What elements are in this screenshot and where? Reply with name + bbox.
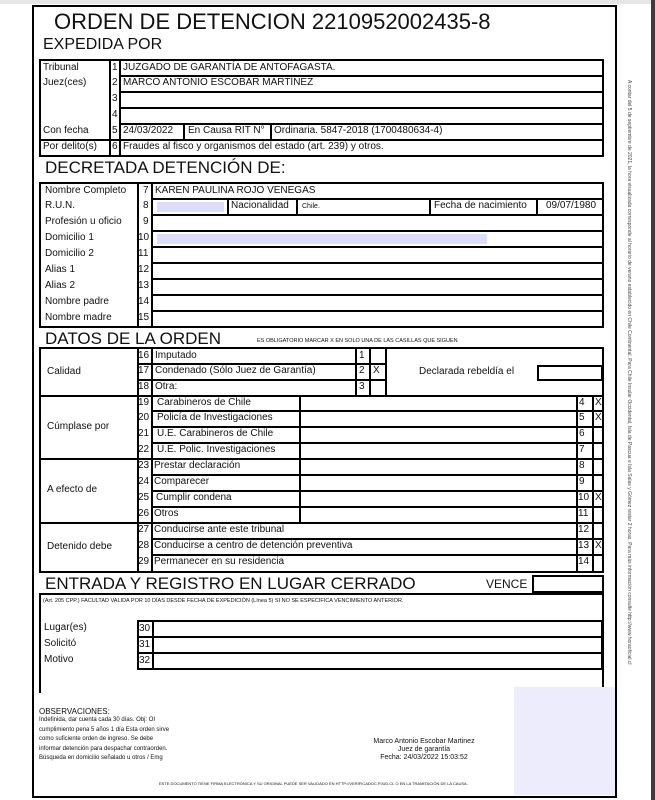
- box-number: 4: [579, 397, 585, 408]
- solicito-label: Solicitó: [44, 638, 77, 649]
- line-number: 8: [143, 200, 149, 211]
- viewer-top-edge: [0, 0, 655, 4]
- document-page: [32, 5, 617, 798]
- box-number: 14: [578, 556, 590, 567]
- line-number: 17: [138, 365, 150, 376]
- line-number: 13: [138, 280, 150, 291]
- checkbox-mark[interactable]: X: [595, 492, 602, 503]
- fecha-nacimiento-label: Fecha de nacimiento: [434, 200, 527, 211]
- line-number: 1: [112, 62, 118, 73]
- madre-label: Nombre madre: [45, 312, 112, 323]
- option-label: Conducirse a centro de detención preventiva: [154, 540, 353, 551]
- line-number: 26: [138, 508, 150, 519]
- signer-role: Juez de garantía: [397, 746, 451, 753]
- rebeldia-label: Declarada rebeldía el: [419, 366, 515, 377]
- motivo-label: Motivo: [44, 654, 74, 665]
- fecha-nacimiento-value: 09/07/1980: [546, 200, 597, 211]
- option-label: Prestar declaración: [154, 460, 241, 471]
- option-label: Imputado: [155, 350, 197, 361]
- run-label: R.U.N.: [45, 200, 75, 211]
- obs-line: Búsqueda en domicilio señalado u otros / Emg: [39, 755, 163, 761]
- cumplase-label: Cúmplase por: [47, 421, 110, 432]
- motivo-field[interactable]: [137, 652, 603, 670]
- detenido-label: Detenido debe: [47, 541, 113, 552]
- section-entrada-heading: ENTRADA Y REGISTRO EN LUGAR CERRADO: [45, 574, 416, 593]
- delito-value: Fraudes al fisco y organismos del estado (art. 239) y otros.: [123, 141, 384, 152]
- option-label: Otros: [154, 508, 179, 519]
- jueces-label: Juez(ces): [43, 77, 87, 88]
- box-number: 8: [579, 460, 585, 471]
- option-label: Condenado (Sólo Juez de Garantía): [155, 365, 316, 376]
- obs-line: como suficiente orden de ingreso. Se debe: [39, 736, 154, 742]
- section-decretada-heading: DECRETADA DETENCIÓN DE:: [45, 158, 286, 177]
- padre-label: Nombre padre: [45, 296, 109, 307]
- entrada-table: [39, 593, 604, 693]
- tribunal-value: JUZGADO DE GARANTÍA DE ANTOFAGASTA.: [123, 62, 336, 73]
- section-datos-heading: DATOS DE LA ORDEN: [45, 329, 222, 348]
- option-label: Conducirse ante este tribunal: [154, 524, 285, 535]
- nombre-value: KAREN PAULINA ROJO VENEGAS: [155, 185, 316, 196]
- option-label: Otra:: [155, 381, 178, 392]
- box-number: 10: [578, 492, 590, 503]
- obs-line: informar detención para despachar contraorden.: [39, 745, 168, 752]
- qr-code-placeholder: [514, 687, 615, 795]
- checkbox-mark[interactable]: X: [373, 365, 380, 376]
- tribunal-label: Tribunal: [43, 62, 79, 73]
- line-number: 18: [138, 381, 150, 392]
- line-number: 23: [138, 460, 150, 471]
- box-number: 2: [359, 365, 365, 376]
- por-delito-label: Por delito(s): [43, 141, 97, 152]
- signer-name: Marco Antonio Escobar Martinez: [373, 738, 475, 745]
- box-number: 1: [359, 350, 365, 361]
- profesion-label: Profesión u oficio: [45, 216, 122, 227]
- domicilio-redacted: [157, 234, 487, 244]
- box-number: 9: [579, 476, 585, 487]
- vertical-note: [622, 80, 634, 720]
- line-number: 6: [112, 141, 118, 152]
- expedida-table: [39, 59, 604, 157]
- entrada-note: (Art. 205 CPP.) FACULTAD VALIDA POR 10 DÍAS DESDE FECHA DE EXPEDICIÓN (Línea 5) SI NO SE ESPECIFICA VENCIMIENTO ANTERIOR.: [43, 598, 404, 604]
- datos-note: ES OBLIGATORIO MARCAR X EN SOLO UNA DE LAS CASILLAS QUE SIGUEN: [257, 338, 458, 344]
- vertical-note-text: A contar del 5 de septiembre de 2021, la hora visualizada corresponde al horario de verano establecido en Chile Continental. Para Chile Insular Occidental, Isla de Pascua e Isla Salas y Gómez restar 2 horas. Para más información consulte http://www.horaoficial.cl: [626, 80, 632, 665]
- line-number: 20: [138, 412, 150, 423]
- juez-value: MARCO ANTONIO ESCOBAR MARTÍNEZ: [123, 77, 314, 88]
- option-label: Comparecer: [154, 476, 210, 487]
- line-number: 2: [112, 77, 118, 88]
- calidad-label: Calidad: [47, 366, 81, 377]
- footer-note: ESTE DOCUMENTO TIENE FIRMA ELECTRÓNICA Y SU ORIGINAL PUEDE SER VALIDADO EN HTTP://VERIFICADOC.PJUD.CL O EN LA TRAMITACIÓN DE LA CAUSA.: [159, 781, 468, 786]
- option-label: Cumplir condena: [156, 492, 232, 503]
- line-number: 14: [138, 296, 150, 307]
- checkbox-mark[interactable]: X: [595, 540, 602, 551]
- line-number: 4: [112, 109, 118, 120]
- obs-line: cumplimiento pena 5 años 1 día Esta orden sirve: [39, 726, 170, 733]
- obs-line: Indefinida, dar cuenta cada 30 días. Obj: OI: [39, 717, 156, 723]
- box-number: 3: [359, 381, 365, 392]
- box-number: 7: [579, 444, 585, 455]
- line-number: 21: [138, 428, 150, 439]
- causa-value: Ordinaria. 5847-2018 (1700480634-4): [274, 125, 443, 136]
- line-number: 25: [138, 492, 150, 503]
- checkbox-mark[interactable]: X: [595, 397, 602, 408]
- option-label: Permanecer en su residencia: [154, 556, 285, 567]
- line-number: 31: [139, 639, 151, 650]
- line-number: 22: [138, 444, 150, 455]
- line-number: 9: [143, 216, 149, 227]
- line-number: 32: [139, 655, 151, 666]
- alias1-label: Alias 1: [45, 264, 76, 275]
- nacionalidad-label: Nacionalidad: [231, 200, 289, 211]
- vence-field[interactable]: [532, 575, 604, 593]
- line-number: 11: [138, 248, 149, 259]
- line-number: 30: [139, 623, 151, 634]
- line-number: 15: [138, 312, 150, 323]
- option-label: Carabineros de Chile: [157, 397, 251, 408]
- section-expedida-heading: EXPEDIDA POR: [43, 36, 163, 53]
- line-number: 27: [138, 524, 150, 535]
- option-label: U.E. Polic. Investigaciones: [157, 444, 276, 455]
- viewer-scrollbar[interactable]: [651, 0, 655, 800]
- line-number: 3: [112, 93, 118, 104]
- box-number: 12: [578, 524, 590, 535]
- line-number: 28: [138, 540, 150, 551]
- line-number: 16: [138, 350, 150, 361]
- box-number: 11: [578, 508, 589, 519]
- vence-label: VENCE: [486, 577, 528, 591]
- box-number: 13: [578, 540, 590, 551]
- line-number: 19: [138, 397, 150, 408]
- nacionalidad-value: Chile.: [302, 203, 320, 210]
- option-label: Policía de Investigaciones: [157, 412, 273, 423]
- signature-block: [354, 738, 494, 762]
- box-number: 6: [579, 428, 585, 439]
- decretada-table: [39, 182, 604, 328]
- signature-date: Fecha: 24/03/2022 15:03:52: [380, 754, 468, 761]
- checkbox-mark[interactable]: X: [595, 412, 602, 423]
- fecha-value: 24/03/2022: [123, 125, 174, 136]
- page-title: ORDEN DE DETENCION 2210952002435-8: [54, 9, 491, 34]
- domicilio2-label: Domicilio 2: [45, 248, 94, 259]
- line-number: 10: [138, 232, 150, 243]
- observaciones-text: [39, 716, 199, 764]
- run-redacted: [157, 202, 224, 212]
- line-number: 12: [138, 264, 150, 275]
- alias2-label: Alias 2: [45, 280, 76, 291]
- observaciones-heading: OBSERVACIONES:: [39, 707, 110, 716]
- option-label: U.E. Carabineros de Chile: [157, 428, 274, 439]
- rebeldia-field[interactable]: [537, 365, 603, 381]
- nombre-label: Nombre Completo: [45, 185, 127, 196]
- lugar-label: Lugar(es): [44, 622, 87, 633]
- box-number: 5: [579, 412, 585, 423]
- efecto-label: A efecto de: [47, 484, 98, 495]
- line-number: 7: [143, 185, 149, 196]
- datos-table: [39, 347, 604, 573]
- line-number: 29: [138, 556, 150, 567]
- causa-label: En Causa RIT N°: [188, 125, 265, 136]
- line-number: 24: [138, 476, 150, 487]
- con-fecha-label: Con fecha: [43, 125, 89, 136]
- domicilio1-label: Domicilio 1: [45, 232, 94, 243]
- line-number: 5: [112, 125, 118, 136]
